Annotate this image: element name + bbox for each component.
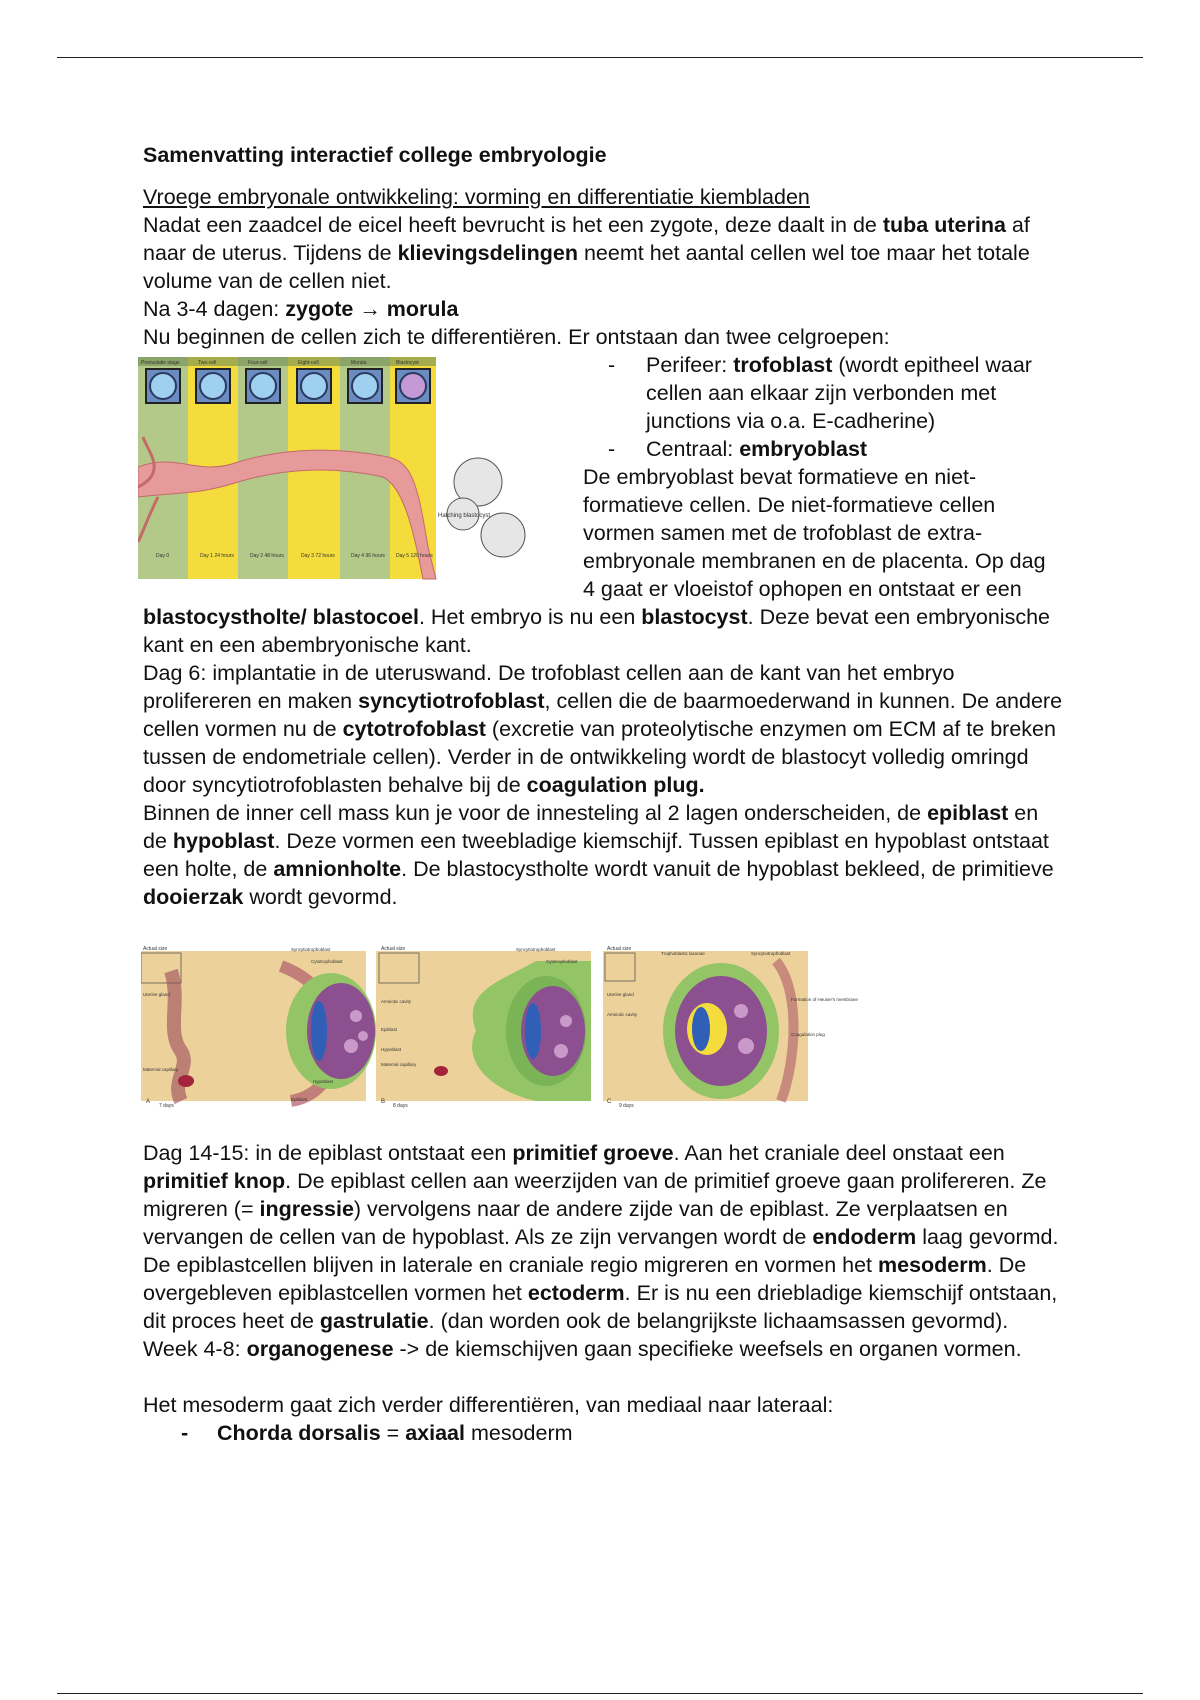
document-title: Samenvatting interactief college embryologie xyxy=(143,143,607,167)
paragraph-zygote: Nadat een zaadcel de eicel heeft bevrucht is het een zygote, deze daalt in de tuba uterina af naar de uterus. Tijdens de klievingsdelingen neemt het aantal cellen wel toe maar het totale volume van de cellen niet. xyxy=(143,213,1030,293)
paragraph-gastrulatie: Dag 14-15: in de epiblast ontstaat een primitief groeve. Aan het craniale deel onstaat een primitief knop. De epiblast cellen aan weerzijden van de primitief groeve gaan prolifereren. Ze migreren (= ingressie) vervolgens naar de andere zijde van de epiblast. Ze verplaatsen en vervangen de cellen van de hypoblast. Als ze zijn vervangen wordt de endoderm laag gevormd. De epiblastcellen blijven in laterale en craniale regio migreren en vormen het mesoderm. De overgebleven epiblastcellen vormen het ectoderm. Er is nu een driebladige kiemschijf ontstaan, dit proces heet de gastrulatie. (dan worden ook de belangrijkste lichaamsassen gevormd). xyxy=(143,1141,1059,1333)
svg-text:Syncytiotrophoblast: Syncytiotrophoblast xyxy=(751,951,791,956)
svg-text:Maternal capillary: Maternal capillary xyxy=(381,1062,417,1067)
svg-text:Syncytiotrophoblast: Syncytiotrophoblast xyxy=(291,947,331,952)
list-item: - Centraal: embryoblast xyxy=(608,435,1063,463)
paragraph-mesoderm: Het mesoderm gaat zich verder differentiëren, van mediaal naar lateraal: xyxy=(143,1393,834,1417)
paragraph-blastocyst: De embryoblast bevat formatieve en niet-formatieve cellen. De niet-formatieve cellen vormen samen met de trofoblast de extra-embryonale membranen en de placenta. Op dag 4 gaat er vloeistof ophopen en ontstaat er een blastocystholte/ blastocoel. Het embryo is nu een blastocyst. Deze bevat een embryonische kant en een abembryonische kant. xyxy=(143,465,1050,657)
header-rule xyxy=(57,57,1143,58)
paragraph-organogenese: Week 4-8: organogenese -> de kiemschijven gaan specifieke weefsels en organen vormen. xyxy=(143,1337,1022,1361)
svg-text:Formation of Heuser's membrane: Formation of Heuser's membrane xyxy=(791,997,858,1002)
svg-text:Epiblast: Epiblast xyxy=(291,1097,308,1102)
svg-text:Eight-cell: Eight-cell xyxy=(298,360,319,366)
paragraph-morula: Na 3-4 dagen: zygote → morula xyxy=(143,297,459,321)
footer-rule xyxy=(57,1693,1143,1694)
svg-text:Hypoblast: Hypoblast xyxy=(381,1047,402,1052)
section-heading: Vroege embryonale ontwikkeling: vorming en differentiatie kiembladen xyxy=(143,185,810,209)
svg-text:Coagulation plug: Coagulation plug xyxy=(791,1032,825,1037)
svg-text:Syncytiotrophoblast: Syncytiotrophoblast xyxy=(516,947,556,952)
svg-text:Morula: Morula xyxy=(351,360,367,366)
implantation-figure xyxy=(141,941,861,1109)
document-page xyxy=(143,141,1063,1447)
svg-text:Day 2 48 hours: Day 2 48 hours xyxy=(250,553,284,559)
list-item: - Perifeer: trofoblast (wordt epitheel waar cellen aan elkaar zijn verbonden met junctions via o.a. E-cadherine) xyxy=(608,351,1063,435)
svg-text:Day 4 96 hours: Day 4 96 hours xyxy=(351,553,385,559)
cleavage-stages-figure xyxy=(138,357,563,595)
svg-text:9 days: 9 days xyxy=(619,1103,634,1109)
svg-text:Day 5 120 hours: Day 5 120 hours xyxy=(396,553,433,559)
svg-text:Cytotrophoblast: Cytotrophoblast xyxy=(546,959,578,964)
svg-text:Cytotrophoblast: Cytotrophoblast xyxy=(311,959,343,964)
svg-text:Amniotic cavity: Amniotic cavity xyxy=(381,999,412,1004)
mesoderm-list xyxy=(143,1419,1063,1447)
svg-text:Two-cell: Two-cell xyxy=(198,360,217,366)
svg-text:Actual size: Actual size xyxy=(381,946,406,952)
svg-text:Day 3 72 hours: Day 3 72 hours xyxy=(301,553,335,559)
svg-text:Maternal capillary: Maternal capillary xyxy=(143,1067,179,1072)
svg-text:C: C xyxy=(607,1099,612,1105)
svg-text:A: A xyxy=(146,1099,151,1105)
paragraph-kiemschijf: Binnen de inner cell mass kun je voor de innesteling al 2 lagen onderscheiden, de epiblast en de hypoblast. Deze vormen een tweebladige kiemschijf. Tussen epiblast en hypoblast ontstaat een holte, de amnionholte. De blastocystholte wordt vanuit de hypoblast bekleed, de primitieve dooierzak wordt gevormd. xyxy=(143,801,1054,909)
svg-text:Actual size: Actual size xyxy=(143,946,168,952)
svg-text:Blastocyst: Blastocyst xyxy=(396,360,419,366)
list-item: - Chorda dorsalis = axiaal mesoderm xyxy=(181,1419,1063,1447)
svg-text:Hypoblast: Hypoblast xyxy=(313,1079,334,1084)
svg-text:Uterine gland: Uterine gland xyxy=(607,992,634,997)
paragraph-celgroepen: Nu beginnen de cellen zich te differentiëren. Er ontstaan dan twee celgroepen: xyxy=(143,325,890,349)
svg-text:Trophoblastic lacunae: Trophoblastic lacunae xyxy=(661,951,705,956)
svg-text:Four-cell: Four-cell xyxy=(248,360,268,366)
svg-text:Epiblast: Epiblast xyxy=(381,1027,398,1032)
svg-text:Day 1 24 hours: Day 1 24 hours xyxy=(200,553,234,559)
svg-text:Hatching blastocyst: Hatching blastocyst xyxy=(438,513,491,519)
svg-text:Day 0: Day 0 xyxy=(156,553,170,559)
svg-text:Uterine gland: Uterine gland xyxy=(143,992,170,997)
paragraph-implantatie: Dag 6: implantatie in de uteruswand. De trofoblast cellen aan de kant van het embryo prolifereren en maken syncytiotrofoblast, cellen die de baarmoederwand in kunnen. De andere cellen vormen nu de cytotrofoblast (excretie van proteolytische enzymen om ECM af te breken tussen de endometriale cellen). Verder in de ontwikkeling wordt de blastocyt volledig omringd door syncytiotrofoblasten behalve bij de coagulation plug. xyxy=(143,661,1063,797)
svg-text:Actual size: Actual size xyxy=(607,946,632,952)
panel-a xyxy=(141,946,376,1109)
svg-text:Preovulatie stage: Preovulatie stage xyxy=(141,360,180,366)
stage-header-labels xyxy=(138,357,436,366)
svg-text:B: B xyxy=(381,1099,386,1105)
svg-text:8 days: 8 days xyxy=(393,1103,408,1109)
panel-b xyxy=(376,946,591,1109)
svg-text:Amniotic cavity: Amniotic cavity xyxy=(607,1012,638,1017)
svg-text:7 days: 7 days xyxy=(159,1103,174,1109)
